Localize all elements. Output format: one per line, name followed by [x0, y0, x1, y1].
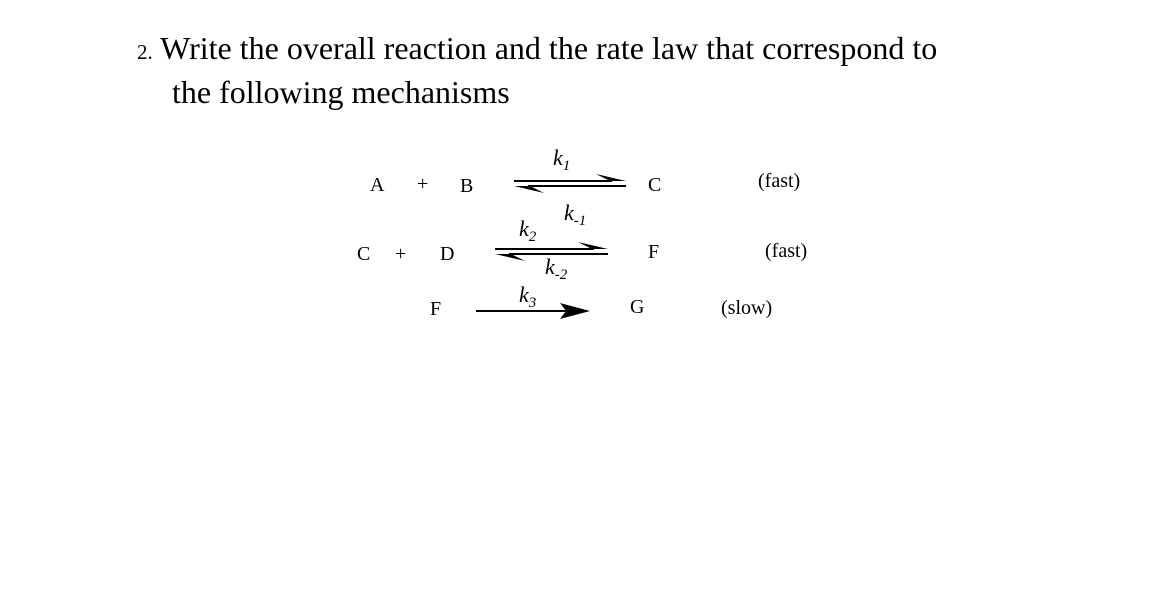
step1-reactant-b: B — [460, 175, 474, 197]
step3-reactant-f: F — [430, 298, 442, 320]
step2-plus: + — [395, 243, 407, 265]
step3-product-g: G — [630, 296, 645, 318]
step2-reactant-d: D — [440, 243, 455, 265]
step1-k-forward: $k_1$ — [553, 145, 571, 174]
question-line-1: Write the overall reaction and the rate law that correspond to — [160, 30, 938, 66]
step1-plus: + — [417, 173, 429, 195]
step2-product-f: F — [648, 241, 660, 263]
question-text — [137, 28, 1037, 112]
step1-reactant-a: A — [370, 174, 385, 196]
step1-rate-note: (fast) — [758, 170, 801, 192]
question-number: 2. — [137, 40, 153, 64]
step1-product-c: C — [648, 174, 662, 196]
question-line-2: the following mechanisms — [172, 74, 510, 110]
step1-k-reverse: $k_{-1}$ — [564, 200, 587, 229]
step2-k-reverse: $k_{-2}$ — [545, 254, 568, 283]
step2-reactant-c: C — [357, 243, 371, 265]
step3-k-forward: $k_3$ — [519, 282, 537, 311]
step2-k-forward: $k_2$ — [519, 216, 537, 245]
step2-rate-note: (fast) — [765, 240, 808, 262]
step3-rate-note: (slow) — [721, 297, 773, 319]
